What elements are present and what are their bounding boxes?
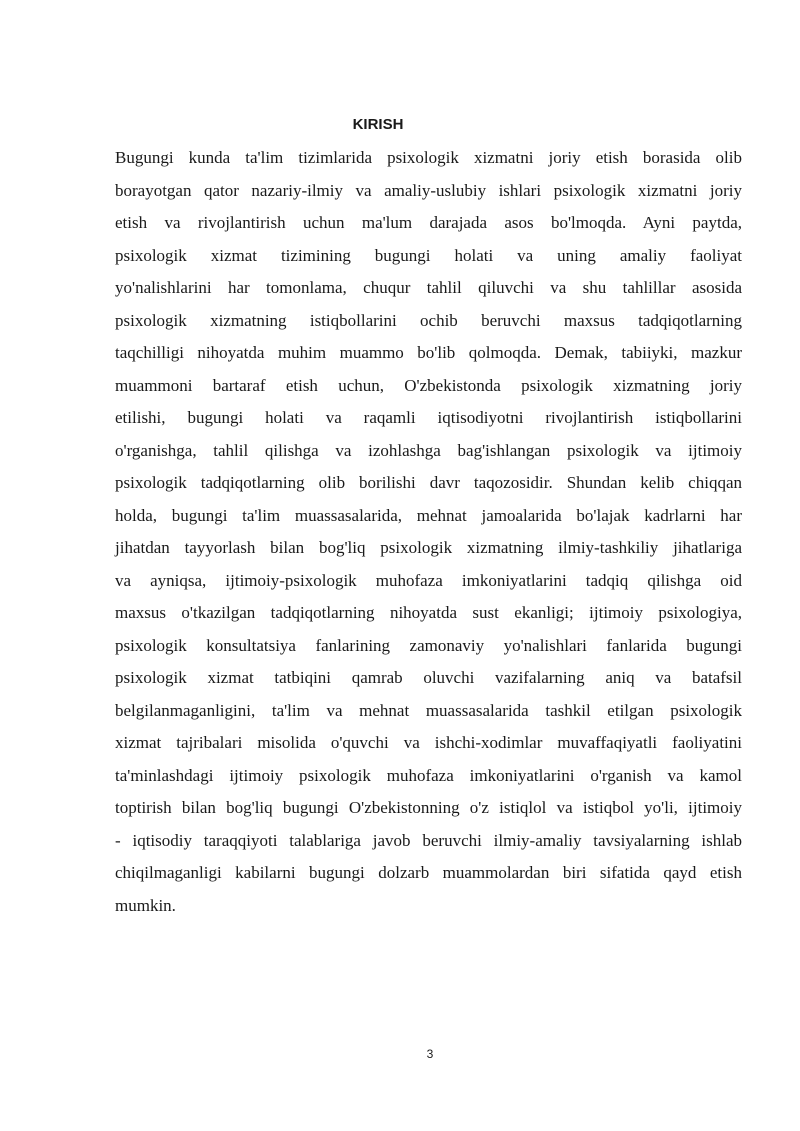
paragraph-line: psixologik konsultatsiya fanlarining zamonaviy yo'nalishlari fanlarida bugungi — [115, 635, 742, 655]
paragraph-line: xizmat tajribalari misolida o'quvchi va ishchi-xodimlar muvaffaqiyatli faoliyatini — [115, 733, 742, 752]
paragraph-line: va ayniqsa, ijtimoiy-psixologik muhofaza imkoniyatlarini tadqiq qilishga oid — [115, 570, 742, 590]
paragraph-line: psixologik xizmat tatbiqini qamrab oluvchi vazifalarning aniq va batafsil — [115, 668, 742, 687]
paragraph-line: holda, bugungi ta'lim muassasalarida, mehnat jamoalarida bo'lajak kadrlarni har — [115, 505, 742, 525]
paragraph-line: belgilanmaganligini, ta'lim va mehnat muassasalarida tashkil etilgan psixologik — [115, 700, 742, 720]
paragraph-line: yo'nalishlarini har tomonlama, chuqur tahlil qiluvchi va shu tahlillar asosida — [115, 278, 742, 297]
paragraph-line: taqchilligi nihoyatda muhim muammo bo'lib qolmoqda. Demak, tabiiyki, mazkur — [115, 343, 742, 362]
paragraph-line: chiqilmaganligi kabilarni bugungi dolzarb muammolardan biri sifatida qayd etish — [115, 863, 742, 882]
paragraph-line: Bugungi kunda ta'lim tizimlarida psixologik xizmatni joriy etish borasida olib — [115, 148, 742, 167]
paragraph-line: jihatdan tayyorlash bilan bog'liq psixologik xizmatning ilmiy-tashkiliy jihatlariga — [115, 538, 742, 557]
paragraph-line: etish va rivojlantirish uchun ma'lum darajada asos bo'lmoqda. Ayni paytda, — [115, 213, 742, 232]
paragraph-line: psixologik xizmatning istiqbollarini ochib beruvchi maxsus tadqiqotlarning — [115, 310, 742, 330]
paragraph-line: maxsus o'tkazilgan tadqiqotlarning nihoyatda sust ekanligi; ijtimoiy psixologiya, — [115, 603, 742, 622]
paragraph-line: borayotgan qator nazariy-ilmiy va amaliy-uslubiy ishlari psixologik xizmatni joriy — [115, 180, 742, 200]
paragraph-line: psixologik tadqiqotlarning olib borilishi davr taqozosidir. Shundan kelib chiqqan — [115, 473, 742, 492]
body-paragraph — [115, 142, 742, 922]
paragraph-line: ta'minlashdagi ijtimoiy psixologik muhofaza imkoniyatlarini o'rganish va kamol — [115, 765, 742, 785]
paragraph-line: etilishi, bugungi holati va raqamli iqtisodiyotni rivojlantirish istiqbollarini — [115, 408, 742, 427]
paragraph-line: o'rganishga, tahlil qilishga va izohlashga bag'ishlangan psixologik va ijtimoiy — [115, 440, 742, 460]
page-number: 3 — [426, 1047, 434, 1061]
paragraph-line: psixologik xizmat tizimining bugungi holati va uning amaliy faoliyat — [115, 245, 742, 265]
paragraph-line: muammoni bartaraf etish uchun, O'zbekistonda psixologik xizmatning joriy — [115, 375, 742, 395]
section-heading: KIRISH — [352, 116, 404, 133]
paragraph-line: mumkin. — [115, 895, 176, 915]
paragraph-line: toptirish bilan bog'liq bugungi O'zbekistonning o'z istiqlol va istiqbol yo'li, ijtimoiy — [115, 798, 742, 817]
paragraph-line: - iqtisodiy taraqqiyoti talablariga javob beruvchi ilmiy-amaliy tavsiyalarning ishlab — [115, 830, 742, 850]
